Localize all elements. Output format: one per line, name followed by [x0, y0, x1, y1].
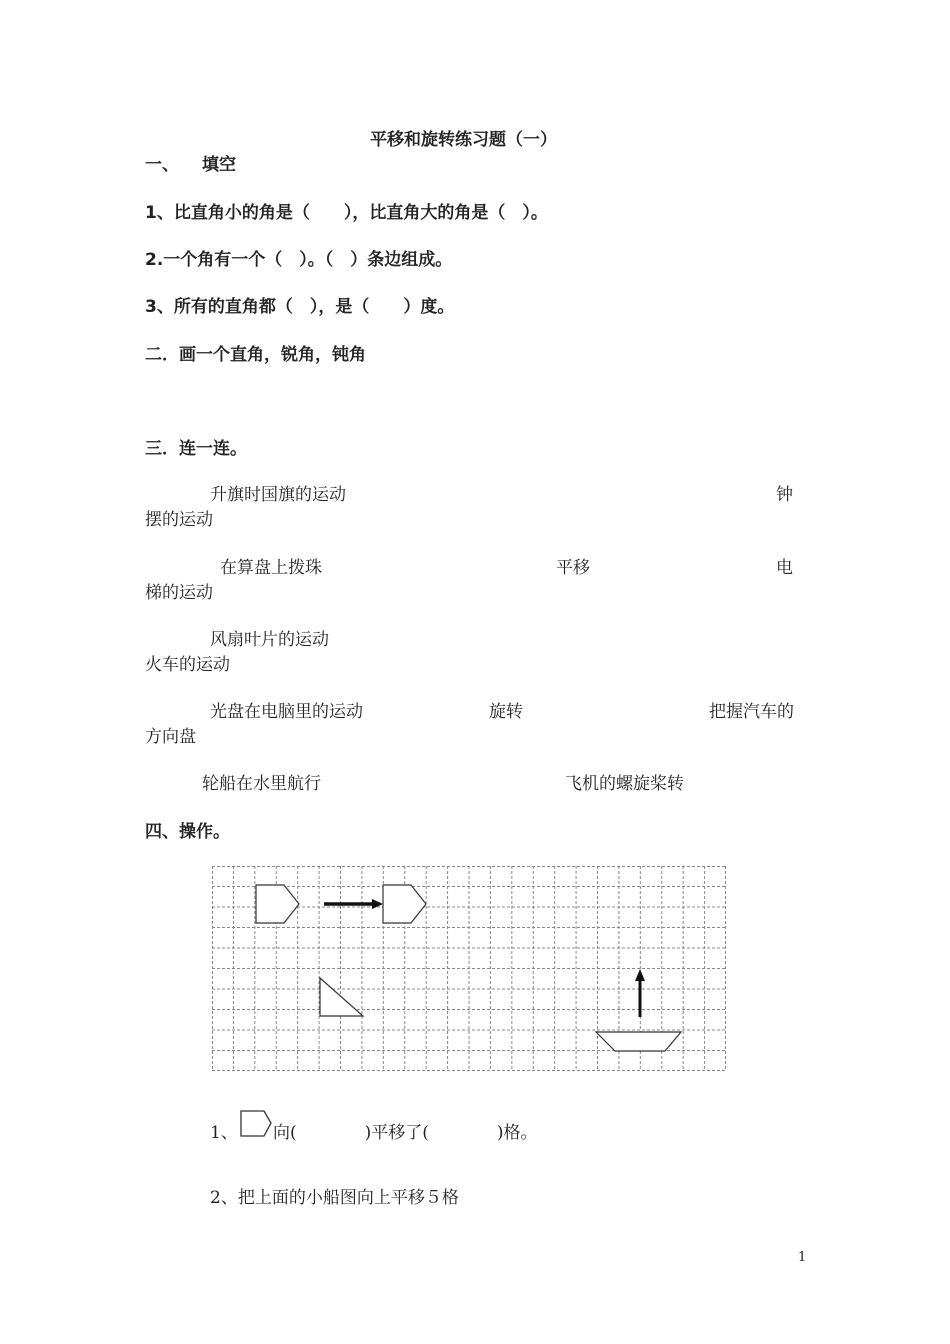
triangle-shape — [320, 978, 363, 1016]
page-title: 平移和旋转练习题（一） — [370, 130, 557, 150]
section4-heading: 四、操作。 — [145, 822, 230, 842]
match-item-pendulum-cont: 摆的运动 — [145, 510, 213, 530]
arrow-up-head — [635, 969, 645, 981]
question-4-1-number: 1、 — [210, 1123, 238, 1143]
match-item-train: 火车的运动 — [145, 655, 230, 675]
grid-svg — [212, 866, 726, 1071]
match-item-flag: 升旗时国旗的运动 — [210, 485, 346, 505]
section2-heading: 二．画一个直角，锐角，钝角 — [145, 345, 366, 365]
match-item-elevator: 电 — [776, 558, 793, 578]
section3-heading: 三．连一连。 — [145, 439, 247, 459]
question-1-2: 2.一个角有一个（ ）。（ ）条边组成。 — [145, 250, 453, 270]
question-4-2: 2、把上面的小船图向上平移５格 — [210, 1188, 459, 1208]
section1-number: 一、 — [145, 155, 179, 175]
match-item-fan: 风扇叶片的运动 — [210, 630, 329, 650]
match-item-steering-wheel-cont: 方向盘 — [145, 727, 196, 747]
question-1-1: 1、比直角小的角是（ ），比直角大的角是（ ）。 — [145, 203, 548, 223]
match-item-propeller: 飞机的螺旋桨转 — [565, 774, 684, 794]
match-category-translate: 平移 — [556, 558, 590, 578]
match-item-elevator-cont: 梯的运动 — [145, 583, 213, 603]
pentagon-shape-original — [256, 885, 299, 923]
match-item-pendulum: 钟 — [776, 485, 793, 505]
match-item-ship: 轮船在水里航行 — [202, 774, 321, 794]
match-category-rotate: 旋转 — [489, 702, 523, 722]
translation-grid — [212, 866, 726, 1071]
question-1-3: 3、所有的直角都（ ），是（ ）度。 — [145, 297, 455, 317]
match-item-disc: 光盘在电脑里的运动 — [210, 702, 363, 722]
question-4-1-text: 向( )平移了( )格。 — [273, 1123, 538, 1143]
pentagon-icon — [240, 1110, 273, 1138]
boat-shape — [596, 1032, 681, 1051]
section1-heading: 填空 — [202, 155, 236, 175]
match-item-abacus: 在算盘上拨珠 — [220, 558, 322, 578]
page-number: 1 — [798, 1250, 807, 1265]
match-item-steering-wheel: 把握汽车的 — [709, 702, 794, 722]
pentagon-shape-moved — [383, 885, 426, 923]
